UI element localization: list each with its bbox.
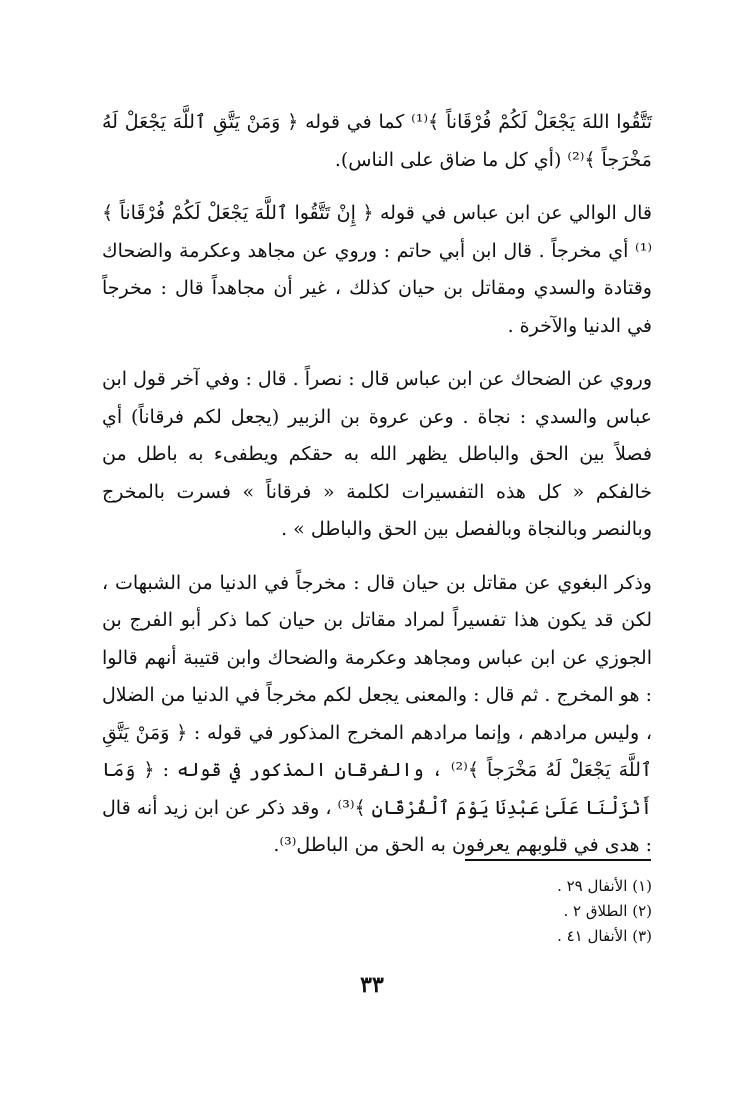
paragraph-1: تَتَّقُوا اللهَ يَجْعَلْ لَكُمْ فُرْقَاناً ﴾⁽¹⁾ كما في قوله ﴿ وَمَنْ يَتَّقِ ٱللَّهَ يَجْعَلْ لَهُ مَخْرَجاً ﴾⁽²⁾ (أي كل ما ضاق على الناس). <box>102 111 652 171</box>
paragraph-4: وذكر البغوي عن مقاتل بن حيان قال : مخرجاً في الدنيا من الشبهات ، لكن قد يكون هذا تفسيراً لمراد مقاتل بن حيان كما ذكر أبو الفرج بن الجوزي عن ابن عباس ومجاهد وعكرمة والضحاك وابن قتيبة أنهم قالوا : هو المخرج . ثم قال : والمعنى يجعل لكم مخرجاً في الدنيا من الضلال ، وليس مرادهم ، وإنما مرادهم المخرج المذكور في قوله : ﴿ وَمَنْ يَتَّقِ ٱللَّهَ يَجْعَلْ لَهُ مَخْرَجاً ﴾⁽²⁾ ، والفرقان المذكور في قوله : ﴿ وَمَا أَنْزَلْنَا عَلَىٰ عَبْدِنَا يَوْمَ ٱلْفُرْقَانِ ﴾⁽³⁾ ، وقد ذكر عن ابن زيد أنه قال : هدى في قلوبهم يعرفون به الحق من الباطل⁽³⁾. <box>102 571 652 856</box>
footnote-1: (١) الأنفال ٢٩ . <box>557 877 652 895</box>
body-text <box>102 104 652 881</box>
footnotes <box>300 874 652 949</box>
footnote-3: (٣) الأنفال ٤١ . <box>557 927 652 945</box>
footnote-separator <box>465 859 651 861</box>
page-number: ٣٣ <box>360 972 384 998</box>
paragraph-3: وروي عن الضحاك عن ابن عباس قال : نصراً . قال : وفي آخر قول ابن عباس والسدي : نجاة . وعن عروة بن الزبير (يجعل لكم فرقاناً) أي فصلاً بين الحق والباطل يظهر الله به حقكم ويطفىء به باطل من خالفكم « كل هذه التفسيرات لكلمة « فرقاناً » فسرت بالمخرج وبالنصر وبالنجاة وبالفصل بين الحق والباطل » . <box>102 368 652 540</box>
paragraph-2: قال الوالي عن ابن عباس في قوله ﴿ إِنْ تَتَّقُوا ٱللَّهَ يَجْعَلْ لَكُمْ فُرْقَاناً ﴾⁽¹⁾ أي مخرجاً . قال ابن أبي حاتم : وروي عن مجاهد وعكرمة والضحاك وقتادة والسدي ومقاتل بن حيان كذلك ، غير أن مجاهداً قال : مخرجاً في الدنيا والآخرة . <box>102 202 652 337</box>
footnote-2: (٢) الطلاق ٢ . <box>563 902 652 920</box>
